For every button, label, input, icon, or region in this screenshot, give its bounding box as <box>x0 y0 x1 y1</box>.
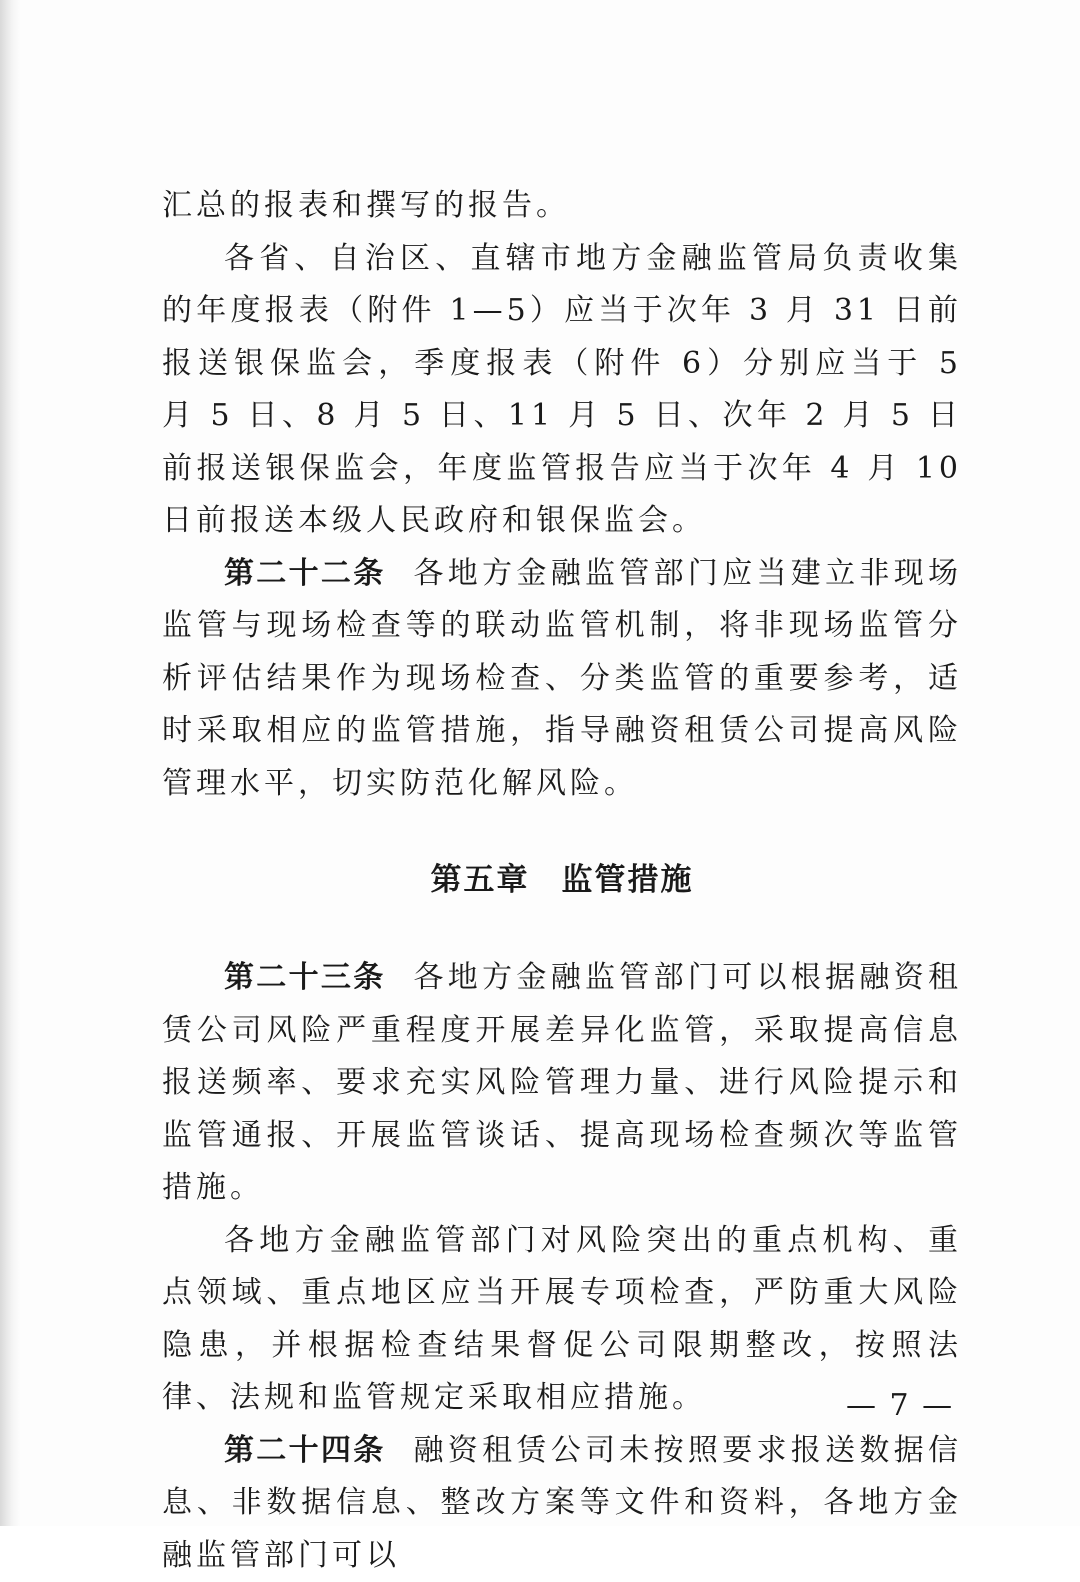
article-paragraph <box>162 548 962 811</box>
paragraph-text: 融资租赁公司未按照要求报送数据信息、非数据信息、整改方案等文件和资料，各地方金融监管部门可以 <box>162 1433 962 1573</box>
paragraph <box>162 180 962 233</box>
paragraph <box>162 1215 962 1425</box>
article-number: 第二十三条 <box>224 960 386 995</box>
page-content <box>162 180 962 1582</box>
chapter-heading <box>162 854 962 906</box>
article-paragraph <box>162 952 962 1215</box>
paragraph-text: 各地方金融监管部门对风险突出的重点机构、重点领域、重点地区应当开展专项检查，严防重大风险隐患，并根据检查结果督促公司限期整改，按照法律、法规和监管规定采取相应措施。 <box>162 1223 962 1416</box>
paragraph-text: 各地方金融监管部门可以根据融资租赁公司风险严重程度开展差异化监管，采取提高信息报送频率、要求充实风险管理力量、进行风险提示和监管通报、开展监管谈话、提高现场检查频次等监管措施。 <box>162 960 962 1205</box>
chapter-title: 监管措施 <box>562 862 694 898</box>
paragraph <box>162 233 962 548</box>
paragraph-text: 各省、自治区、直辖市地方金融监管局负责收集的年度报表（附件 1—5）应当于次年 3 月 31 日前报送银保监会，季度报表（附件 6）分别应当于 5 月 5 日、8 月 5 日、11 月 5 日、次年 2 月 5 日前报送银保监会，年度监管报告应当于次年 4 月 10 日前报送本级人民政府和银保监会。 <box>162 241 962 539</box>
article-number: 第二十四条 <box>224 1433 386 1468</box>
article-paragraph <box>162 1425 962 1582</box>
paragraph-text: 汇总的报表和撰写的报告。 <box>162 188 570 223</box>
paragraph-text: 各地方金融监管部门应当建立非现场监管与现场检查等的联动监管机制，将非现场监管分析评估结果作为现场检查、分类监管的重要参考，适时采取相应的监管措施，指导融资租赁公司提高风险管理水平，切实防范化解风险。 <box>162 556 962 801</box>
scan-binding-edge <box>0 0 20 1526</box>
chapter-number: 第五章 <box>431 862 530 898</box>
page-number: — 7 — <box>846 1388 954 1423</box>
article-number: 第二十二条 <box>224 556 386 591</box>
